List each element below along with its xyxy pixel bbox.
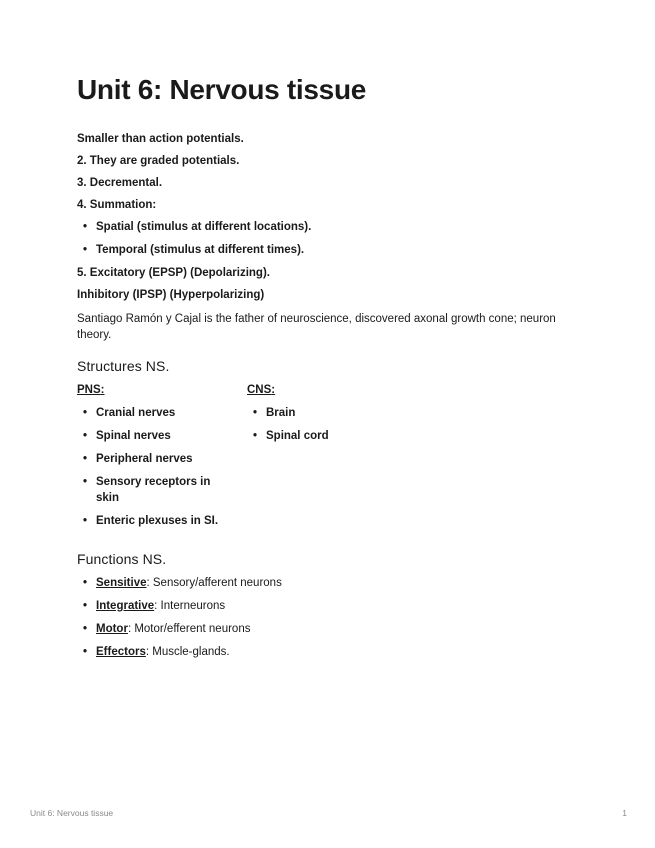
summation-list — [77, 219, 567, 258]
functions-list — [77, 575, 567, 660]
function-term: Sensitive — [96, 577, 147, 589]
structures-heading: Structures NS. — [77, 358, 170, 374]
function-desc: : Interneurons — [154, 600, 226, 612]
list-item: • Sensory receptors in skin — [77, 474, 214, 506]
cns-label: CNS — [247, 384, 272, 396]
text-line: 3. Decremental. — [77, 177, 163, 189]
footer-page-number: 1 — [622, 808, 627, 818]
function-term: Integrative — [96, 600, 155, 612]
list-item: • Brain — [247, 405, 417, 421]
page-title: Unit 6: Nervous tissue — [77, 74, 367, 105]
cns-list — [247, 405, 417, 444]
structures-columns — [77, 382, 567, 536]
list-item — [77, 575, 567, 591]
cns-header — [247, 382, 417, 398]
list-item — [77, 598, 567, 614]
cajal-paragraph: Santiago Ramón y Cajal is the father of neuroscience, discovered axonal growth cone; neuron theory. — [77, 313, 556, 341]
text-line: Smaller than action potentials. — [77, 133, 244, 145]
function-desc: : Muscle-glands. — [145, 646, 230, 658]
function-desc: : Motor/efferent neurons — [127, 623, 251, 635]
inhibitory-line: Inhibitory (IPSP) (Hyperpolarizing) — [77, 289, 265, 301]
functions-heading: Functions NS. — [77, 551, 167, 567]
list-item: • Spinal nerves — [77, 428, 247, 444]
function-desc: : Sensory/afferent neurons — [146, 577, 282, 589]
document-body — [77, 131, 567, 667]
list-item: • Enteric plexuses in SI. — [77, 513, 247, 529]
list-item: • Peripheral nerves — [77, 451, 247, 467]
pns-column — [77, 382, 247, 536]
list-item: • Spinal cord — [247, 428, 417, 444]
list-item: • Temporal (stimulus at different times). — [77, 242, 567, 258]
text-line: 2. They are graded potentials. — [77, 155, 240, 167]
cns-colon: : — [271, 384, 276, 396]
pns-header — [77, 382, 247, 398]
cns-column — [247, 382, 417, 536]
function-term: Effectors — [96, 646, 146, 658]
list-item: • Cranial nerves — [77, 405, 247, 421]
list-item — [77, 644, 567, 660]
text-line: 4. Summation: — [77, 199, 157, 211]
footer-title: Unit 6: Nervous tissue — [30, 808, 114, 818]
list-item — [77, 621, 567, 637]
list-item: • Spatial (stimulus at different locations). — [77, 219, 567, 235]
function-term: Motor — [96, 623, 128, 635]
pns-colon: : — [100, 384, 105, 396]
excitatory-line: 5. Excitatory (EPSP) (Depolarizing). — [77, 267, 270, 279]
pns-list — [77, 405, 247, 529]
pns-label: PNS — [77, 384, 101, 396]
